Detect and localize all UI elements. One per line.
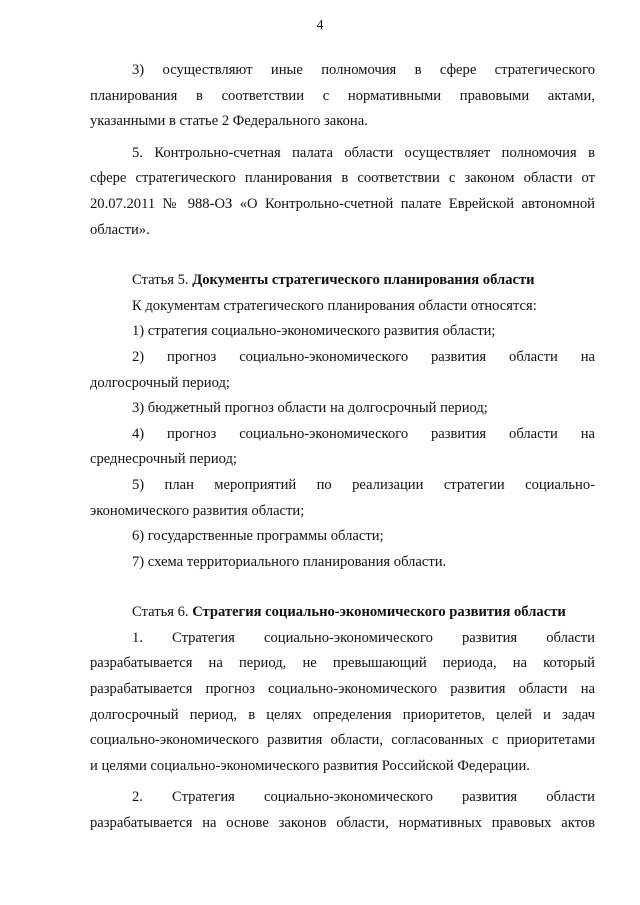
article-5-item-4-cont: среднесрочный период; xyxy=(90,451,237,468)
article-6-paragraph-1 xyxy=(90,626,595,780)
text-line: 5. Контрольно-счетная палата области осуществляет полномочия в xyxy=(132,144,595,161)
text-line: 20.07.2011 № 988-ОЗ «О Контрольно-счетной палате Еврейской автономной xyxy=(90,195,595,212)
article-5-heading xyxy=(90,268,595,294)
article-5-item-2: 2) прогноз социально-экономического развития области на xyxy=(132,348,595,365)
article-5-item-5-cont: экономического развития области; xyxy=(90,502,305,519)
page-number: 4 xyxy=(316,18,324,33)
article-6 xyxy=(90,600,595,836)
article-5-item-2-cont: долгосрочный период; xyxy=(90,374,230,391)
article-5-item-4: 4) прогноз социально-экономического развития области на xyxy=(132,425,595,442)
article-5 xyxy=(90,268,595,575)
text-line: сфере стратегического планирования в соответствии с законом области от xyxy=(90,170,595,187)
text-line: 2. Стратегия социально-экономического развития области xyxy=(132,789,595,806)
paragraph-item-5-prev xyxy=(90,141,595,243)
text-line: долгосрочный период, в целях определения приоритетов, целей и задач xyxy=(90,706,595,723)
text-line: указанными в статье 2 Федерального закона. xyxy=(90,113,368,130)
text-line: 1. Стратегия социально-экономического развития области xyxy=(132,629,595,646)
article-5-item-5: 5) план мероприятий по реализации стратегии социально- xyxy=(132,476,595,493)
text-line: и целями социально-экономического развития Российской Федерации. xyxy=(90,757,530,774)
article-6-label: Статья 6. xyxy=(132,604,193,621)
article-6-heading xyxy=(90,600,595,626)
article-5-item-6: 6) государственные программы области; xyxy=(132,528,384,545)
text-line: социально-экономического развития области, согласованных с приоритетами xyxy=(90,732,595,749)
text-line: разрабатывается на основе законов области, нормативных правовых актов xyxy=(90,815,595,832)
article-5-item-1: 1) стратегия социально-экономического развития области; xyxy=(132,323,496,340)
article-6-paragraph-2 xyxy=(90,785,595,836)
article-6-title: Стратегия социально-экономического развития области xyxy=(192,604,566,621)
text-line: разрабатывается прогноз социально-экономического развития области на xyxy=(90,681,595,698)
article-5-intro: К документам стратегического планирования области относятся: xyxy=(132,297,537,314)
article-5-item-7: 7) схема территориального планирования области. xyxy=(132,553,447,570)
document-body xyxy=(90,58,595,837)
article-5-title: Документы стратегического планирования области xyxy=(192,272,535,289)
article-5-item-3: 3) бюджетный прогноз области на долгосрочный период; xyxy=(132,400,488,417)
article-5-label: Статья 5. xyxy=(132,272,193,289)
paragraph-item-3-prev xyxy=(90,58,595,135)
text-line: 3) осуществляют иные полномочия в сфере стратегического xyxy=(132,62,595,78)
text-line: разрабатывается на период, не превышающий периода, на который xyxy=(90,655,595,672)
text-line: области». xyxy=(90,221,150,238)
text-line: планирования в соответствии с нормативными правовыми актами, xyxy=(90,87,595,104)
